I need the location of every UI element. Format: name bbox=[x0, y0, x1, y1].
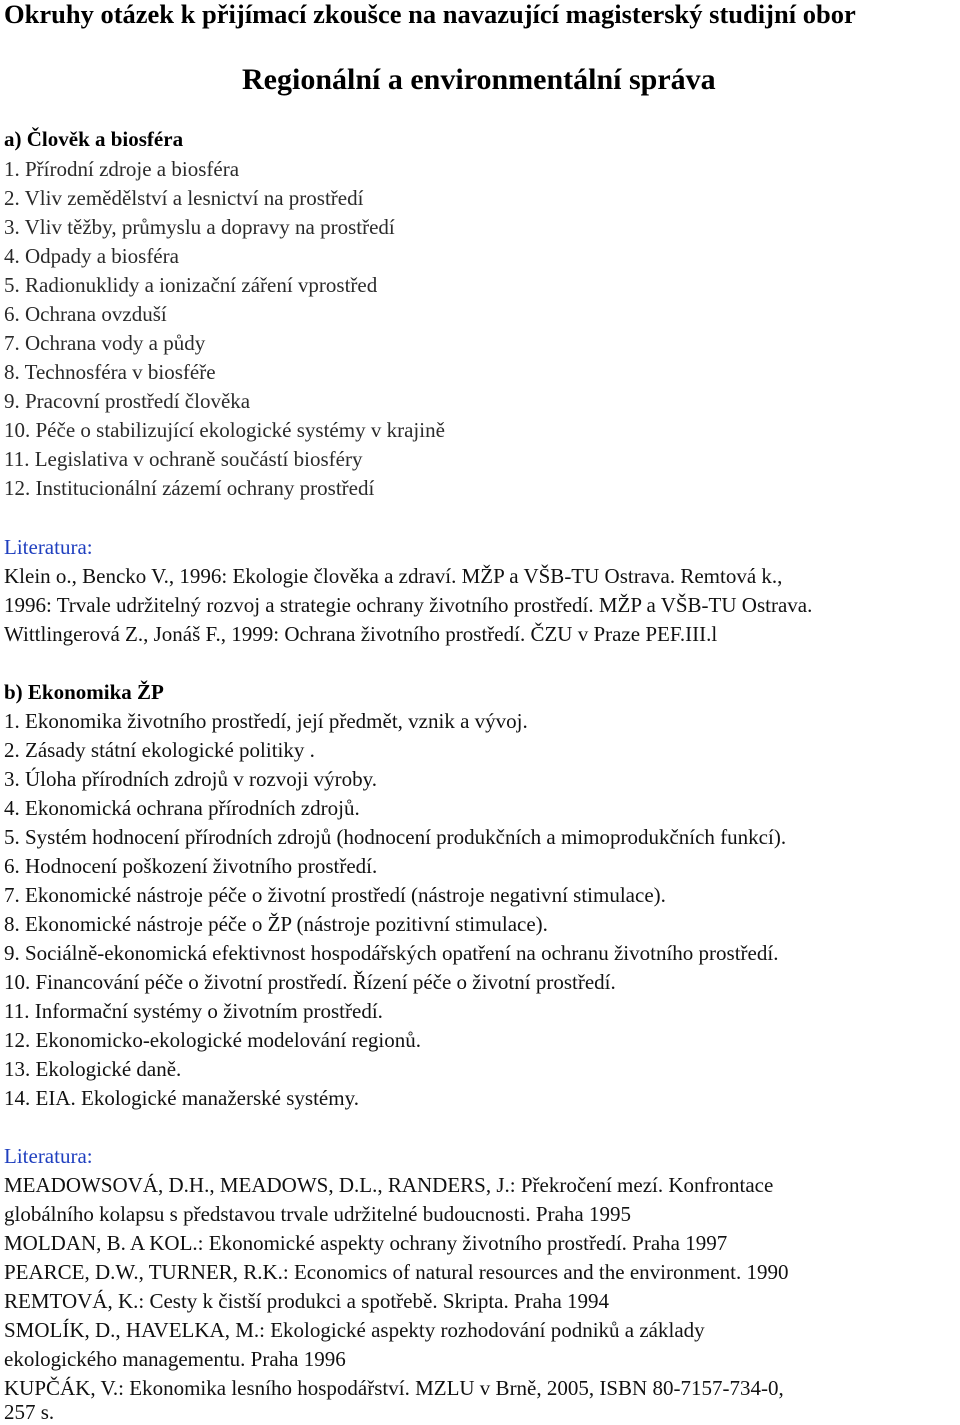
section-a-literature-line: 1996: Trvale udržitelný rozvoj a strategie ochrany životního prostředí. MŽP a VŠB-TU Ostrava. bbox=[4, 593, 813, 617]
section-b-item: 2. Zásady státní ekologické politiky . bbox=[4, 738, 315, 762]
section-b-literature-line: SMOLÍK, D., HAVELKA, M.: Ekologické aspekty rozhodování podniků a základy bbox=[4, 1318, 705, 1342]
section-b-literature-line: KUPČÁK, V.: Ekonomika lesního hospodářství. MZLU v Brně, 2005, ISBN 80-7157-734-0, bbox=[4, 1376, 784, 1400]
section-a-item: 3. Vliv těžby, průmyslu a dopravy na prostředí bbox=[4, 215, 395, 239]
section-a-item: 5. Radionuklidy a ionizační záření vprostřed bbox=[4, 273, 378, 297]
section-b-literature-label: Literatura: bbox=[4, 1144, 93, 1168]
section-b-item: 7. Ekonomické nástroje péče o životní prostředí (nástroje negativní stimulace). bbox=[4, 883, 666, 907]
section-a-item: 7. Ochrana vody a půdy bbox=[4, 331, 206, 355]
section-a-item: 2. Vliv zemědělství a lesnictví na prostředí bbox=[4, 186, 364, 210]
section-b-literature-line: MEADOWSOVÁ, D.H., MEADOWS, D.L., RANDERS, J.: Překročení mezí. Konfrontace bbox=[4, 1173, 774, 1197]
section-b-literature-line: REMTOVÁ, K.: Cesty k čistší produkci a spotřebě. Skripta. Praha 1994 bbox=[4, 1289, 610, 1313]
section-b-literature-line: MOLDAN, B. A KOL.: Ekonomické aspekty ochrany životního prostředí. Praha 1997 bbox=[4, 1231, 728, 1255]
section-a-literature-line: Klein o., Bencko V., 1996: Ekologie člověka a zdraví. MŽP a VŠB-TU Ostrava. Remtová k., bbox=[4, 564, 783, 588]
section-b-item: 6. Hodnocení poškození životního prostředí. bbox=[4, 854, 378, 878]
section-a-item: 1. Přírodní zdroje a biosféra bbox=[4, 157, 240, 181]
section-b-item: 1. Ekonomika životního prostředí, její předmět, vznik a vývoj. bbox=[4, 709, 528, 733]
section-b-heading: b) Ekonomika ŽP bbox=[4, 680, 164, 704]
section-a-item: 10. Péče o stabilizující ekologické systémy v krajině bbox=[4, 418, 445, 442]
section-b-literature-line: ekologického managementu. Praha 1996 bbox=[4, 1347, 346, 1371]
section-a-literature-label: Literatura: bbox=[4, 535, 93, 559]
section-b-literature-line: 257 s. bbox=[4, 1400, 55, 1424]
section-b-item: 12. Ekonomicko-ekologické modelování regionů. bbox=[4, 1028, 421, 1052]
section-a-item: 9. Pracovní prostředí člověka bbox=[4, 389, 251, 413]
section-a-literature-line: Wittlingerová Z., Jonáš F., 1999: Ochrana životního prostředí. ČZU v Praze PEF.III.l bbox=[4, 622, 718, 646]
section-a-item: 11. Legislativa v ochraně součástí biosféry bbox=[4, 447, 363, 471]
section-b-item: 10. Financování péče o životní prostředí. Řízení péče o životní prostředí. bbox=[4, 970, 616, 994]
section-b-item: 4. Ekonomická ochrana přírodních zdrojů. bbox=[4, 796, 360, 820]
program-title: Regionální a environmentální správa bbox=[242, 63, 716, 96]
section-b-item: 8. Ekonomické nástroje péče o ŽP (nástroje pozitivní stimulace). bbox=[4, 912, 548, 936]
section-b-literature-line: PEARCE, D.W., TURNER, R.K.: Economics of natural resources and the environment. 1990 bbox=[4, 1260, 789, 1284]
section-b-item: 13. Ekologické daně. bbox=[4, 1057, 182, 1081]
section-a-item: 8. Technosféra v biosféře bbox=[4, 360, 216, 384]
section-a-item: 6. Ochrana ovzduší bbox=[4, 302, 167, 326]
section-a-item: 4. Odpady a biosféra bbox=[4, 244, 179, 268]
document-title: Okruhy otázek k přijímací zkoušce na navazující magisterský studijní obor bbox=[4, 0, 856, 29]
section-b-item: 11. Informační systémy o životním prostředí. bbox=[4, 999, 383, 1023]
section-b-item: 14. EIA. Ekologické manažerské systémy. bbox=[4, 1086, 359, 1110]
section-b-item: 9. Sociálně-ekonomická efektivnost hospodářských opatření na ochranu životního prostředí. bbox=[4, 941, 779, 965]
section-b-literature-line: globálního kolapsu s představou trvale udržitelné budoucnosti. Praha 1995 bbox=[4, 1202, 631, 1226]
section-a-item: 12. Institucionální zázemí ochrany prostředí bbox=[4, 476, 375, 500]
section-a-heading: a) Člověk a biosféra bbox=[4, 127, 184, 151]
section-b-item: 5. Systém hodnocení přírodních zdrojů (hodnocení produkčních a mimoprodukčních funkcí). bbox=[4, 825, 787, 849]
section-b-item: 3. Úloha přírodních zdrojů v rozvoji výroby. bbox=[4, 767, 378, 791]
